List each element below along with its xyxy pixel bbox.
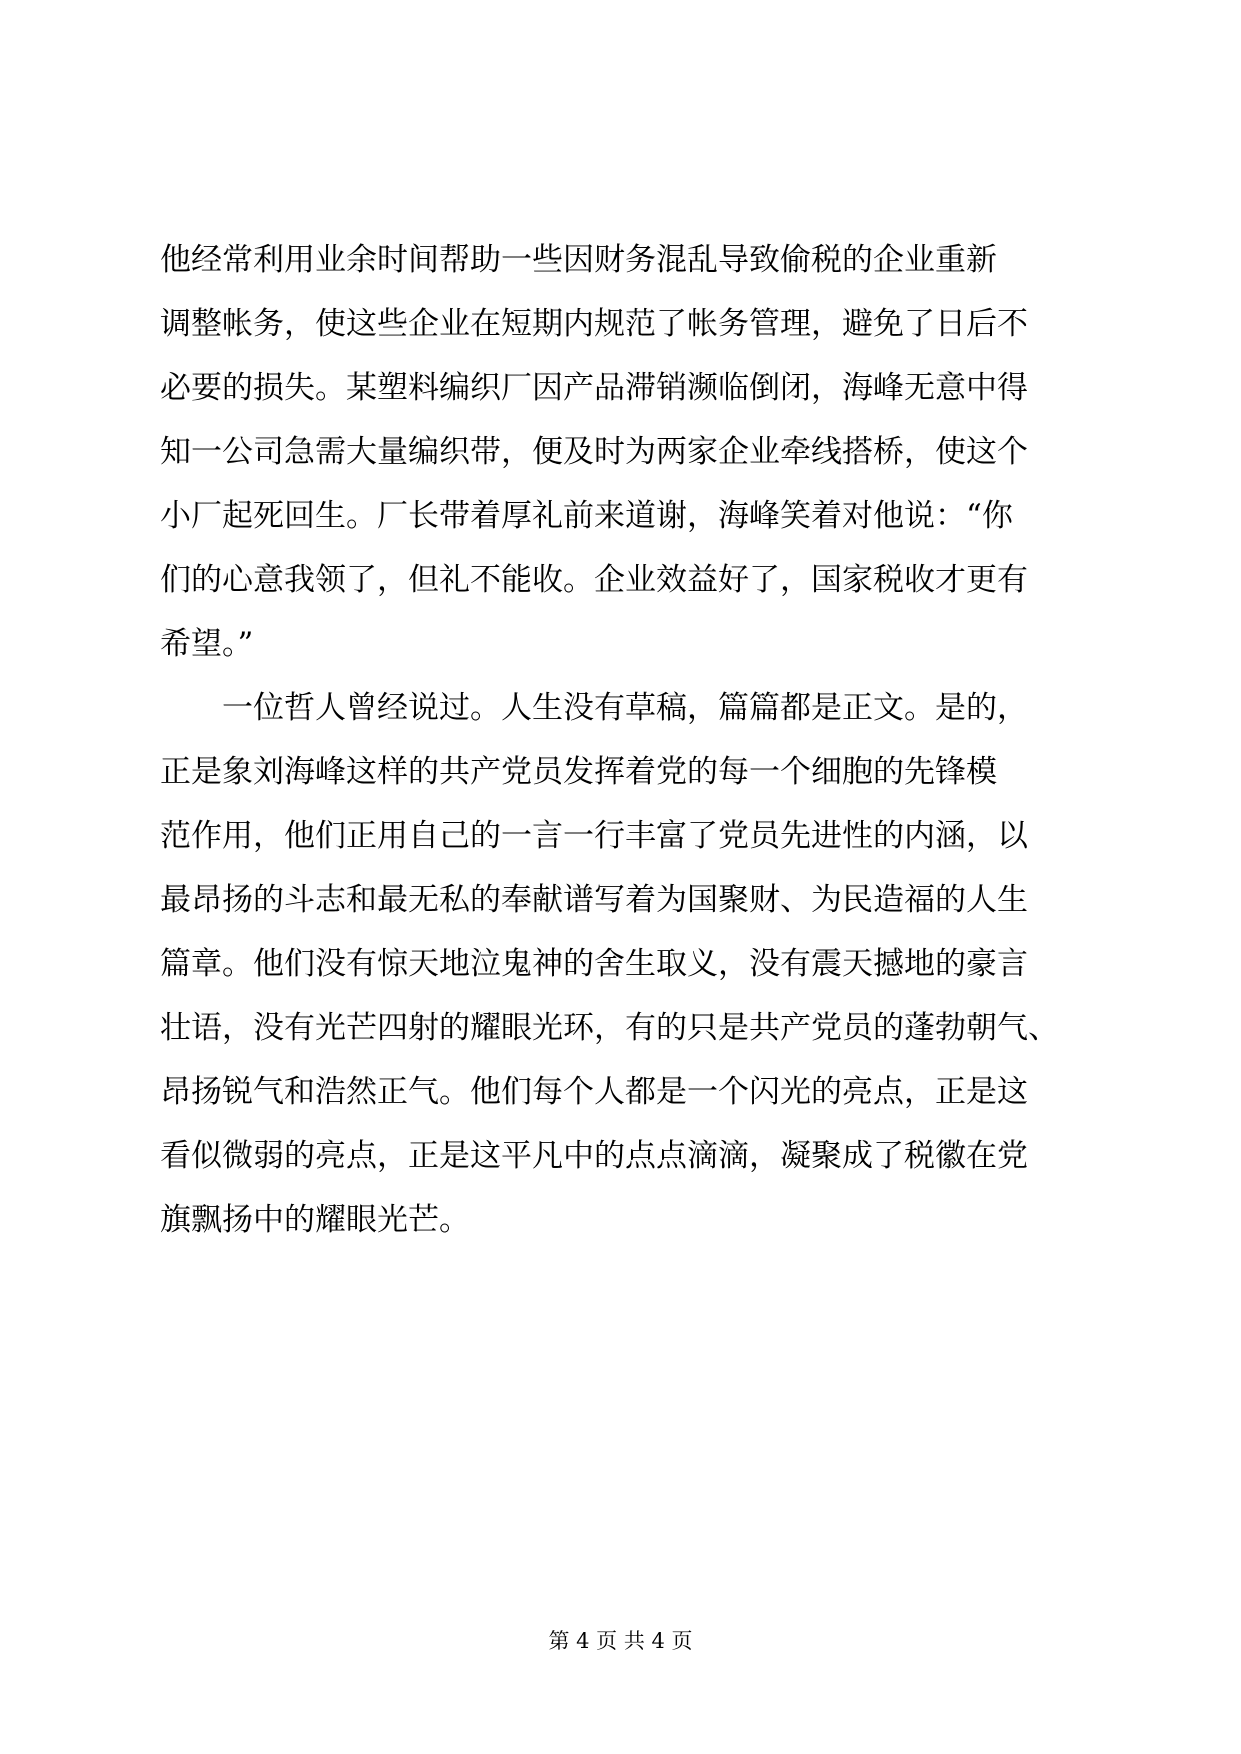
text-line: 最昂扬的斗志和最无私的奉献谱写着为国聚财、为民造福的人生 — [160, 882, 1028, 918]
text-line: 必要的损失。某塑料编织厂因产品滞销濒临倒闭，海峰无意中得 — [160, 370, 1028, 406]
text-line: 正是象刘海峰这样的共产党员发挥着党的每一个细胞的先锋模 — [160, 754, 997, 790]
text-line: 看似微弱的亮点，正是这平凡中的点点滴滴，凝聚成了税徽在党 — [160, 1138, 1028, 1174]
text-line: 他经常利用业余时间帮助一些因财务混乱导致偷税的企业重新 — [160, 242, 997, 278]
text-line: 小厂起死回生。厂长带着厚礼前来道谢，海峰笑着对他说：“你 — [160, 498, 1013, 534]
text-line: 一位哲人曾经说过。人生没有草稿，篇篇都是正文。是的， — [160, 690, 1028, 726]
text-line: 昂扬锐气和浩然正气。他们每个人都是一个闪光的亮点，正是这 — [160, 1074, 1028, 1110]
text-line: 壮语，没有光芒四射的耀眼光环，有的只是共产党员的蓬勃朝气、 — [160, 1010, 1059, 1046]
text-line: 知一公司急需大量编织带，便及时为两家企业牵线搭桥，使这个 — [160, 434, 1028, 470]
text-line: 旗飘扬中的耀眼光芒。 — [160, 1202, 470, 1238]
text-line: 篇章。他们没有惊天地泣鬼神的舍生取义，没有震天撼地的豪言 — [160, 946, 1028, 982]
text-line: 希望。” — [160, 626, 254, 662]
text-line: 范作用，他们正用自己的一言一行丰富了党员先进性的内涵，以 — [160, 818, 1028, 854]
text-line: 调整帐务，使这些企业在短期内规范了帐务管理，避免了日后不 — [160, 306, 1028, 342]
text-line: 们的心意我领了，但礼不能收。企业效益好了，国家税收才更有 — [160, 562, 1028, 598]
page-number-footer: 第 4 页 共 4 页 — [548, 1629, 693, 1653]
